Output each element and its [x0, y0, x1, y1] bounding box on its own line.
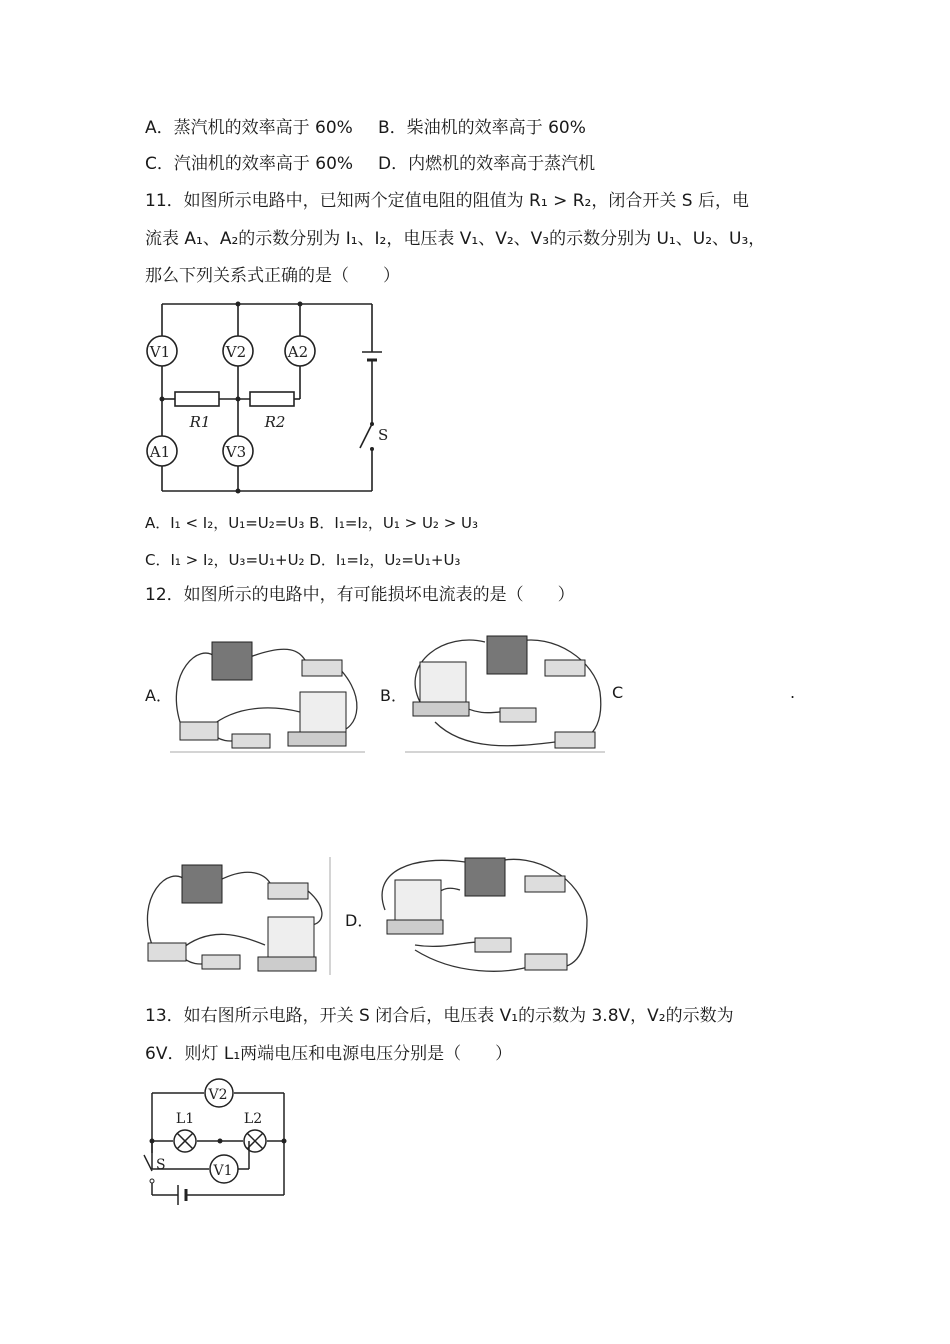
- q13-switch-s-label: S: [156, 1157, 166, 1173]
- q11-stem-line1: 11．如图所示电路中，已知两个定值电阻的阻值为 R₁ > R₂，闭合开关 S 后，电: [145, 191, 749, 211]
- q12-label-b: B．: [380, 686, 407, 705]
- q11-stem-line2: 流表 A₁、A₂的示数分别为 I₁、I₂，电压表 V₁、V₂、V₃的示数分别为 U₁、U₂、U₃，: [145, 229, 766, 249]
- q12-circuit-image-a: [170, 632, 365, 754]
- q11-resistor-r2-label: R2: [264, 413, 286, 431]
- q11-meter-v3-label: V3: [225, 443, 247, 461]
- q13-lamp-l1-label: L1: [175, 1111, 195, 1127]
- q12-stem: 12．如图所示的电路中，有可能损坏电流表的是（ ）: [145, 585, 575, 605]
- q13-stem-line2: 6V．则灯 L₁两端电压和电源电压分别是（ ）: [145, 1044, 513, 1064]
- q11-switch-s-label: S: [378, 426, 389, 444]
- q11-meter-a1-label: A1: [149, 443, 171, 461]
- q13-stem-line1: 13．如右图所示电路，开关 S 闭合后，电压表 V₁的示数为 3.8V，V₂的示数为: [145, 1006, 734, 1026]
- q13-meter-v1-label: V1: [213, 1163, 233, 1179]
- q12-label-d: D．: [345, 911, 374, 930]
- q12-circuit-image-d: [375, 850, 590, 978]
- q10-options-ab: A．蒸汽机的效率高于 60%: [145, 118, 353, 138]
- q13-meter-v2-label: V2: [208, 1087, 228, 1103]
- q12-trailing-dot: .: [790, 683, 796, 702]
- q11-meter-v2-label: V2: [225, 343, 247, 361]
- q12-circuit-image-c: [140, 855, 332, 977]
- q10-option-d: D．内燃机的效率高于蒸汽机: [378, 154, 596, 174]
- q13-circuit-diagram: [140, 1075, 290, 1207]
- q11-options-ab: A．I₁ < I₂，U₁=U₂=U₃ B．I₁=I₂，U₁ > U₂ > U₃: [145, 514, 479, 532]
- q11-circuit-diagram: [140, 296, 390, 498]
- q11-meter-a2-label: A2: [287, 343, 309, 361]
- q10-option-c: C．汽油机的效率高于 60%: [145, 154, 354, 174]
- q11-meter-v1-label: V1: [149, 343, 171, 361]
- q11-options-cd: C．I₁ > I₂，U₃=U₁+U₂ D．I₁=I₂，U₂=U₁+U₃: [145, 551, 461, 569]
- q11-stem-line3: 那么下列关系式正确的是（ ）: [145, 266, 400, 286]
- q12-label-a: A．: [145, 686, 172, 705]
- q12-circuit-image-b: [405, 632, 605, 754]
- q13-lamp-l2-label: L2: [243, 1111, 263, 1127]
- q12-label-c: C: [612, 683, 624, 702]
- q10-option-b: B．柴油机的效率高于 60%: [378, 118, 586, 138]
- q11-resistor-r1-label: R1: [189, 413, 211, 431]
